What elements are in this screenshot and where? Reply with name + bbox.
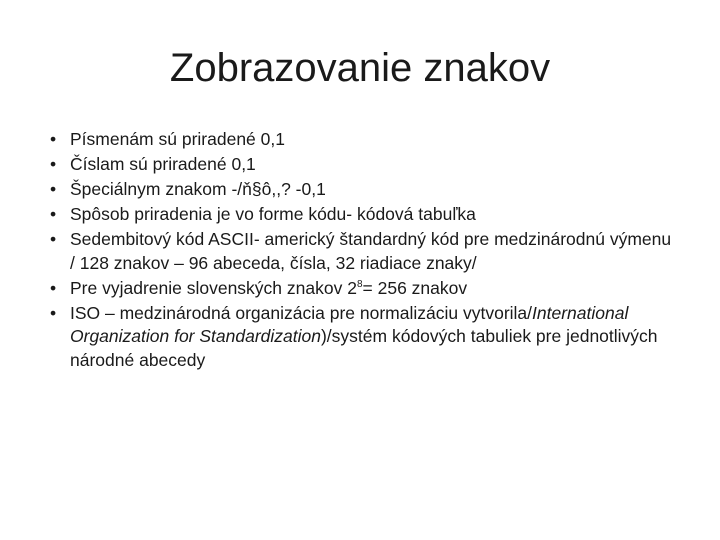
bullet-item <box>50 277 680 301</box>
bullet-list <box>50 128 680 374</box>
bullet-item <box>50 302 680 373</box>
bullet-item <box>50 203 680 227</box>
slide-title: Zobrazovanie znakov <box>169 46 551 90</box>
bullet-icon: • <box>50 204 57 224</box>
bullet-text <box>70 278 467 298</box>
bullet-icon: • <box>50 129 57 149</box>
bullet-item <box>50 153 680 177</box>
bullet-icon: • <box>50 277 57 298</box>
bullet-icon: • <box>50 229 57 249</box>
bullet-icon: • <box>50 302 57 323</box>
bullet-item <box>50 178 680 202</box>
bullet-text: Spôsob priradenia je vo forme kódu- kódová tabuľka <box>70 204 476 224</box>
italic-org-name: International Organization for Standardization <box>70 302 629 346</box>
bullet-icon: • <box>50 179 57 199</box>
bullet-text <box>70 303 658 370</box>
bullet-text-part: )/systém kódových tabuliek pre jednotlivých národné abecedy <box>70 326 658 370</box>
bullet-text-part: Pre vyjadrenie slovenských znakov 2 <box>70 277 357 298</box>
bullet-icon: • <box>50 154 57 174</box>
superscript-exponent: 8 <box>356 278 363 290</box>
bullet-text-part: ISO – medzinárodná organizácia pre normalizáciu vytvorila/ <box>70 302 533 323</box>
bullet-item <box>50 128 680 152</box>
bullet-text: Špeciálnym znakom -/ň§ô,,? -0,1 <box>70 179 326 199</box>
bullet-text: Písmenám sú priradené 0,1 <box>70 129 285 149</box>
bullet-text: Číslam sú priradené 0,1 <box>70 154 256 174</box>
bullet-text-part: = 256 znakov <box>362 277 468 298</box>
bullet-item <box>50 228 680 275</box>
bullet-text: Sedembitový kód ASCII- americký štandardný kód pre medzinárodnú výmenu / 128 znakov – 96 abeceda, čísla, 32 riadiace znaky/ <box>70 229 672 273</box>
